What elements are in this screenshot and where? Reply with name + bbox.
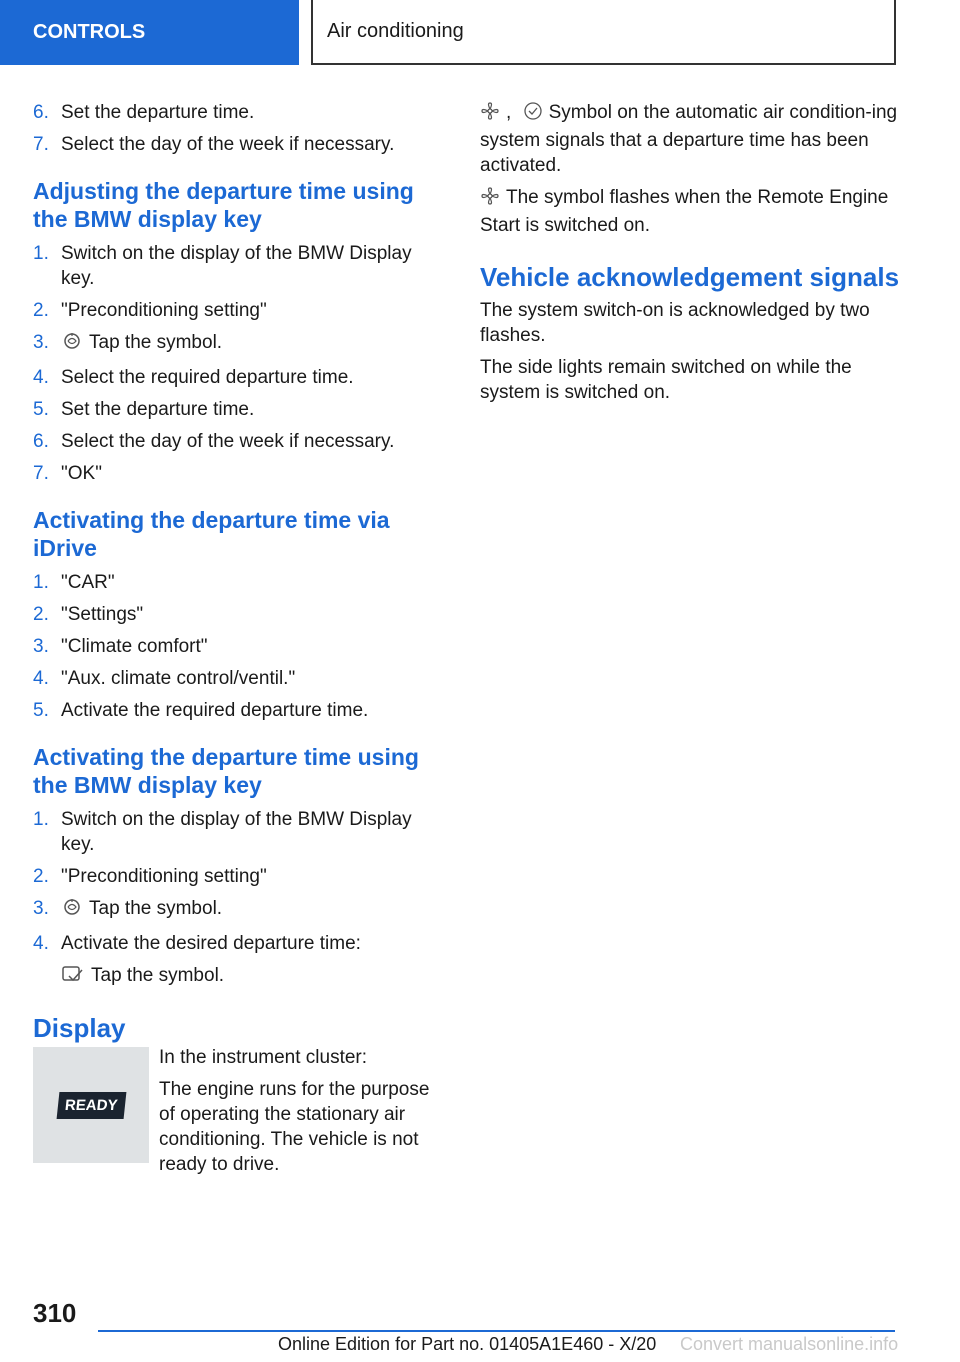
list-item: 4. Select the required departure time. <box>33 367 354 388</box>
list-item: 5. Activate the required departure time. <box>33 700 369 721</box>
section-heading: Adjusting the departure time using the BMW display key <box>33 178 414 232</box>
list-item: 7. Select the day of the week if necessary. <box>33 134 395 155</box>
list-item: 4. "Aux. climate control/ventil." <box>33 668 296 689</box>
footer-divider <box>98 1330 895 1332</box>
list-item: 3. Tap the symbol. <box>33 896 438 924</box>
section-heading: Activating the departure time using the BMW display key <box>33 744 419 798</box>
display-text-2: The engine runs for the purpose of operating the stationary air conditioning. The vehicle is not ready to drive. <box>159 1079 430 1175</box>
body-text: The system switch-on is acknowledged by two flashes. <box>480 300 870 346</box>
clock-icon <box>523 101 543 128</box>
fan-icon <box>480 101 500 128</box>
ready-badge: READY <box>56 1092 125 1119</box>
list-item: 1. Switch on the display of the BMW Display key. <box>33 243 412 289</box>
ready-image <box>33 1047 149 1163</box>
section-heading: Vehicle acknowledgement signals <box>480 262 900 292</box>
chapter-title: Air conditioning <box>311 0 896 65</box>
list-item: 6. Select the day of the week if necessary. <box>33 431 395 452</box>
display-heading: Display <box>33 1013 126 1043</box>
display-block <box>33 1035 438 1184</box>
list-item: 2. "Settings" <box>33 604 144 625</box>
list-item: 1. Switch on the display of the BMW Display key. <box>33 809 412 855</box>
left-column <box>33 100 438 1184</box>
display-text-1: In the instrument cluster: <box>159 1047 368 1068</box>
section-tab: CONTROLS <box>0 0 299 65</box>
remote-start-paragraph: The symbol flashes when the Remote Engine Start is switched on. <box>480 187 889 236</box>
body-text: The side lights remain switched on while the system is switched on. <box>480 357 852 403</box>
edition-text: Online Edition for Part no. 01405A1E460 - X/20 <box>278 1334 657 1354</box>
list-item: 7. "OK" <box>33 463 102 484</box>
list-item: 2. "Preconditioning setting" <box>33 300 267 321</box>
list-item: 3. Tap the symbol. <box>33 330 438 358</box>
list-item: 6. Set the departure time. <box>33 102 255 123</box>
list-item: 4. Activate the desired departure time: <box>33 933 361 954</box>
list-item: Tap the symbol. <box>33 963 438 991</box>
list-item: 1. "CAR" <box>33 572 115 593</box>
list-item: 5. Set the departure time. <box>33 399 255 420</box>
list-item: 2. "Preconditioning setting" <box>33 866 267 887</box>
preconditioning-icon <box>61 897 83 924</box>
page-number: 310 <box>33 1298 77 1328</box>
preconditioning-icon <box>61 331 83 358</box>
fan-icon <box>480 186 500 213</box>
section-heading: Activating the departure time via iDrive <box>33 507 390 561</box>
watermark: Convert manualsonline.info <box>680 1334 899 1354</box>
checkbox-icon <box>61 964 85 991</box>
right-column <box>480 100 900 405</box>
symbol-paragraph: , Symbol on the automatic air condition-ing system signals that a departure time has been activated. <box>480 102 898 176</box>
list-item: 3. "Climate comfort" <box>33 636 208 657</box>
